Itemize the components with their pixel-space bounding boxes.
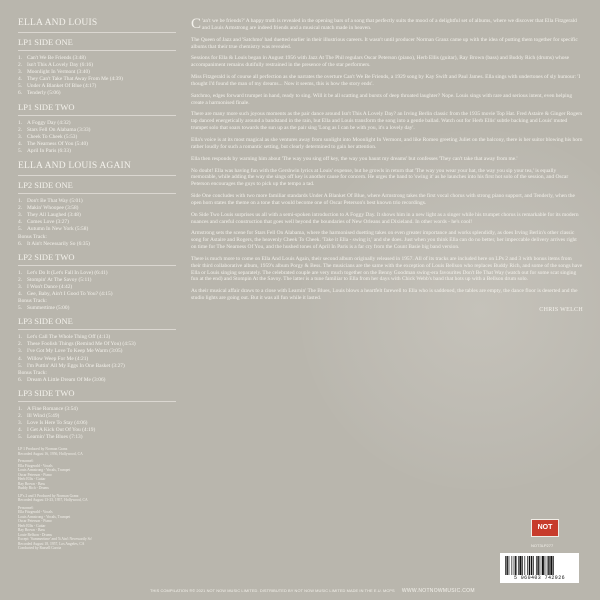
track-title: A Fine Romance (3:54) — [27, 405, 78, 412]
notes-paragraph-text: As their musical affair draws to a close with Learnin' The Blues, Louis blows a heartfelt farewell to Ella who is saddened, the tables are empty, the dance floor is deserted and the studio lights are going out. But it was all fun while it lasted. — [191, 288, 578, 302]
catalog-number: NOT3LP277 — [531, 543, 554, 548]
credits-line: Herb Ellis - Guitar — [18, 477, 46, 482]
credits — [18, 447, 176, 551]
barcode-bar — [527, 556, 528, 575]
divider — [18, 50, 176, 51]
divider — [18, 115, 176, 116]
track-number: 1. — [18, 269, 23, 276]
barcode-bar — [533, 556, 534, 575]
credits-line: Recorded August 16, 1956, Hollywood, CA — [18, 451, 83, 456]
track-number: 6. — [18, 90, 23, 97]
track-title: Stars Fell On Alabama (3:33) — [27, 126, 91, 133]
notes-paragraph — [191, 193, 583, 207]
track-row — [18, 434, 176, 441]
track-number: 1. — [18, 334, 23, 341]
track-number: 5. — [18, 434, 23, 441]
footer-copyright: THIS COMPILATION ℗© 2021 NOT NOW MUSIC LIMITED. DISTRIBUTED BY NOT NOW MUSIC LIMITED MADE IN THE E.U. MCPS — [150, 588, 395, 593]
track-number: 5. — [18, 305, 23, 312]
track-title: Cheek To Cheek (5:53) — [27, 133, 78, 140]
track-number: 1. — [18, 119, 23, 126]
track-title: It Ain't Necessarily So (6:35) — [27, 240, 90, 247]
track-title: Tenderly (5:06) — [27, 90, 61, 97]
notes-paragraph-text: Ella then responds by warning him about 'The way you sing off key, the way you haunt my dreams' but confesses 'They can't take that away from me.' — [191, 155, 518, 162]
track-title: Willow Weep For Me (4:21) — [27, 355, 89, 362]
credits-line: Oscar Peterson - Piano — [18, 472, 52, 477]
credits-line: Personnel: — [18, 459, 34, 464]
notes-paragraph — [191, 230, 583, 251]
notes-paragraph — [191, 55, 583, 69]
barcode-bar — [529, 556, 530, 575]
notes-paragraph-text: Miss Fitzgerald is of course all perfection as she narrates the overture Can't We Be Friends, a 1929 song by Kay Swift and Paul James. Ella sings with undertones of sly humour: 'I thought I'd found the man of my dreams... Now it seems, this is how the story ends'. — [191, 74, 581, 87]
notes-paragraph — [191, 18, 583, 32]
barcode-bar — [553, 556, 554, 575]
barcode-bar — [548, 556, 549, 575]
credits-line: Herb Ellis - Guitar — [18, 523, 46, 528]
track-title: Dream A Little Dream Of Me (3:06) — [27, 376, 106, 383]
notes-paragraph-text: No doubt! Ella was having fun with the Gershwin lyrics at Louis' expense, but he growls in return that 'The way you wear your hat, the way you sip your tea,' is equally memorable, while adding the way she sings off key is another cause for concern. He urges the band to 'swing it' as he launches into his first hot solo of the session, and Oscar Peterson encourages the guys to pick up the tempo a tad. — [191, 167, 569, 188]
credits-line: LP 1 Produced by Norman Granz — [18, 447, 68, 452]
notes-paragraph-text: On Side Two Louis surprises us all with a semi-spoken introduction to A Foggy Day. It shows him in a new light as a singer while his trumpet chorus is remarkable for its modern nuances and careful construction that goes well beyond the boundaries of New Orleans and Dixieland. In other words - he's cool! — [191, 211, 579, 225]
track-number: 6. — [18, 240, 23, 247]
track-number: 4. — [18, 290, 23, 297]
credits-line: Louis Armstrong - Vocals, Trumpet — [18, 514, 71, 519]
credits-line: LP's 2 and 3 Produced by Norman Granz — [18, 493, 79, 498]
author-signature: CHRIS WELCH — [539, 307, 583, 313]
track-number: 4. — [18, 76, 23, 83]
credits-line: Personnel: — [18, 505, 34, 510]
notes-paragraph — [191, 137, 583, 151]
bonus-label: Bonus Track: — [18, 369, 47, 376]
label-logo: NOT — [531, 519, 559, 537]
track-number: 3. — [18, 283, 23, 290]
credits-line: Ray Brown - Bass — [18, 481, 45, 486]
track-row — [18, 284, 176, 291]
track-number: 1. — [18, 405, 23, 412]
footer — [150, 588, 500, 594]
barcode-bar — [509, 556, 510, 575]
track-number: 2. — [18, 62, 23, 69]
notes-paragraph-text: Satchmo, edges forward trumpet in hand, ready to sing. Will it be all scatting and bursts of deep throated laughter? Nope. Louis sings with rare and serious intent, even helping create a harmonised finale. — [191, 92, 573, 106]
track-title: Love Is Here To Stay (4:06) — [27, 420, 88, 427]
divider — [18, 401, 176, 402]
credits-line: Recorded August 13-23, 1957, Hollywood, CA — [18, 498, 88, 503]
track-row — [18, 270, 176, 277]
barcode-bar — [531, 556, 532, 575]
track-number: 2. — [18, 413, 23, 419]
track-row — [18, 120, 176, 127]
footer-url: WWW.NOTNOWMUSIC.COM — [401, 588, 475, 594]
track-row — [18, 277, 176, 284]
track-number: 2. — [18, 341, 23, 348]
notes-paragraph — [191, 256, 583, 283]
notes-paragraph — [191, 212, 583, 226]
track-title: They Can't Take That Away From Me (4:39) — [27, 76, 123, 83]
notes-paragraph-text: Ella's voice is at its most magical as she ventures away from sunlight into Moonlight In Vermont, and like Romeo greeting Juliet on the balcony, there is her suitor blowing his horn rather loudly for such a romantic setting, but clearly determined to gain her attention. — [191, 136, 583, 150]
divider — [18, 265, 176, 266]
notes-paragraph-text: 'an't we be friends?' A happy truth is revealed in the opening bars of a song that perfectly suits the mood of a delightful set of albums, where we discover that Ella Fitzgerald and Louis Armstrong are indeed friends and a musical match made in heaven. — [202, 18, 577, 31]
notes-paragraph-text: There are many more such joyous moments as the pair dance around Isn't This A Lovely Day? an Irving Berlin classic from the 1935 movie Top Hat. Fred Astaire & Ginger Rogers tap danced energetically around a bandstand in the rain, but Ella and Louis transform the song into a gentle ballad. Watch out for Herb Ellis' subtle backing and Louis' muted trumpet solo that soars towards the sun up as the pair sing 'Long as I can be with you, it's a lovely day'. — [191, 111, 583, 132]
track-row — [18, 363, 176, 370]
track-row — [18, 348, 176, 355]
track-row — [18, 141, 176, 148]
track-title: These Foolish Things (Remind Me Of You) (4:53) — [27, 341, 136, 348]
drop-cap: C — [191, 16, 202, 32]
track-row — [18, 356, 176, 363]
track-title: I've Got My Love To Keep Me Warm (3:05) — [27, 348, 123, 355]
bonus-label: Bonus Track: — [18, 298, 47, 305]
track-number: 4. — [18, 140, 23, 147]
divider — [18, 193, 176, 194]
barcode-bar — [515, 556, 516, 575]
side-title: LP1 SIDE TWO — [18, 101, 75, 112]
divider — [18, 32, 176, 33]
barcode-bar — [511, 556, 512, 575]
bonus-label: Bonus Track: — [18, 233, 47, 240]
track-title: I'm Puttin' All My Eggs In One Basket (3:27) — [27, 362, 125, 369]
track-title: They All Laughed (3:48) — [27, 212, 81, 219]
notes-paragraph — [191, 168, 583, 189]
track-title: Comes Love (3:27) — [27, 219, 69, 226]
barcode-bar — [506, 556, 507, 575]
tracklist-panel — [18, 18, 176, 578]
barcode-bar — [536, 556, 537, 575]
track-row — [18, 148, 176, 155]
track-number: 5. — [18, 226, 23, 233]
track-row — [18, 406, 176, 413]
track-number: 3. — [18, 69, 23, 76]
track-number: 3. — [18, 420, 23, 427]
track-number: 1. — [18, 55, 23, 61]
notes-paragraph-text: Sessions for Ella & Louis began in August 1956 with Jazz At The Phil regulars Oscar Peterson (piano), Herb Ellis (guitar), Ray Brown (bass) and Buddy Rich (drums) whose accompaniment remains dutifully restrained in the presence of the star performers. — [191, 55, 570, 69]
notes-paragraph-text: Side One concludes with two more familiar standards Under A Blanket Of Blue, where Armstrong takes the first vocal chorus with strong piano support, and Tenderly, when the open horn states the theme on a tone that would become one of Oscar Peterson's best known trio recordings. — [191, 193, 575, 206]
album-title: ELLA AND LOUIS AGAIN — [18, 161, 131, 172]
track-title: The Nearness Of You (5:40) — [27, 140, 88, 147]
credits-line: Ella Fitzgerald - Vocals — [18, 510, 53, 515]
notes-paragraph — [191, 288, 583, 302]
side-title: LP1 SIDE ONE — [18, 37, 73, 47]
barcode-number: 5 060403 742926 — [513, 575, 565, 581]
credits-line: Except: 'Summertime' and 'It Ain't Necessarily So' — [18, 537, 93, 542]
track-title: Makin' Whoopee (3:58) — [27, 205, 79, 212]
credits-line: Louie Bellson - Drums — [18, 532, 52, 537]
track-title: April In Paris (6:33) — [27, 147, 71, 154]
track-title: Summertime (5:00) — [27, 305, 70, 312]
barcode-bar — [514, 556, 515, 575]
track-row — [18, 305, 176, 312]
barcode — [500, 553, 579, 583]
album-title: ELLA AND LOUIS — [18, 18, 98, 28]
track-row — [18, 90, 176, 97]
barcode-bar — [550, 556, 552, 575]
notes-paragraph — [191, 37, 583, 51]
track-title: Moonlight In Vermont (3:40) — [27, 69, 90, 76]
track-title: Ill Wind (5:49) — [27, 413, 60, 419]
track-number: 2. — [18, 276, 23, 283]
track-title: Let's Call The Whole Thing Off (4:13) — [27, 334, 111, 341]
track-number: 1. — [18, 198, 23, 205]
credits-line: Ray Brown - Bass — [18, 528, 45, 533]
side-title: LP3 SIDE ONE — [18, 316, 73, 327]
track-number: 2. — [18, 126, 23, 133]
track-title: I Won't Dance (4:42) — [27, 283, 73, 290]
notes-body — [191, 18, 583, 302]
side-title: LP2 SIDE TWO — [18, 251, 75, 262]
track-number: 3. — [18, 212, 23, 219]
credits-line: Louis Armstrong - Vocals, Trumpet — [18, 468, 71, 473]
barcode-bar — [547, 556, 548, 575]
track-title: Can't We Be Friends (3:48) — [27, 55, 86, 61]
credits-line: Recorded August 18, 1957, Los Angeles, CA — [18, 541, 85, 546]
side-title: LP2 SIDE ONE — [18, 180, 73, 191]
barcode-bar — [537, 556, 538, 575]
credits-line: Oscar Peterson - Piano — [18, 519, 52, 524]
credits-line: Ella Fitzgerald - Vocals — [18, 463, 53, 468]
track-title: Learnin' The Blues (7:13) — [27, 434, 83, 441]
notes-paragraph — [191, 156, 583, 163]
track-number: 5. — [18, 147, 23, 154]
track-number: 3. — [18, 348, 23, 355]
track-number: 6. — [18, 376, 23, 383]
liner-notes — [191, 18, 583, 578]
album2-sides — [18, 180, 176, 441]
barcode-bar — [542, 556, 544, 575]
track-row — [18, 291, 176, 298]
side-title: LP3 SIDE TWO — [18, 387, 75, 398]
notes-paragraph-text: The Queen of Jazz and 'Satchmo' had duetted earlier in their illustrious careers. It wasn't until producer Norman Granz came up with the idea of putting them together for specific albums that their true chemistry was revealed. — [191, 36, 578, 50]
track-number: 3. — [18, 133, 23, 140]
barcode-bar — [519, 556, 521, 575]
credits-line: Conducted by Russell Garcia — [18, 546, 62, 551]
track-row — [18, 241, 176, 248]
track-title: Stompin' At The Savoy (5:11) — [27, 276, 92, 283]
track-number: 4. — [18, 355, 23, 362]
barcode-bar — [524, 556, 525, 575]
track-title: Gee, Baby, Ain't I Good To You? (4:15) — [27, 290, 113, 297]
album1-sides — [18, 37, 176, 155]
track-number: 5. — [18, 362, 23, 369]
divider — [18, 175, 176, 176]
track-number: 4. — [18, 219, 23, 226]
divider — [18, 329, 176, 330]
barcode-bar — [540, 556, 541, 575]
track-row — [18, 127, 176, 134]
barcode-bar — [518, 556, 519, 575]
notes-paragraph-text: Armstrong sets the scene for Stars Fell On Alabama, where the harmonised duetting takes on even greater importance and works splendidly, as does Irving Berlin's other classic song for Astaire and Rogers, the heavenly Cheek To Cheek. 'Take it Ella - swing it,' and she does. Just when you think Ella can do no better, her impeccable delivery arrives right on time for The Nearness Of You, and the hushed tones of April In Paris is a far cry from the Count Basie big band version. — [191, 230, 577, 251]
credits-line: Buddy Rich - Drums — [18, 486, 49, 491]
track-title: Don't Be That Way (5:01) — [27, 198, 83, 205]
notes-paragraph — [191, 111, 583, 132]
track-row — [18, 226, 176, 233]
track-title: Isn't This A Lovely Day (6:16) — [27, 62, 94, 69]
barcode-bar — [522, 556, 523, 575]
track-title: Under A Blanket Of Blue (4:17) — [27, 83, 97, 90]
track-title: A Foggy Day (4:32) — [27, 119, 71, 126]
barcode-bars — [505, 556, 574, 575]
track-title: Autumn In New York (5:58) — [27, 226, 89, 233]
track-number: 2. — [18, 205, 23, 212]
barcode-bar — [505, 556, 506, 575]
track-number: 5. — [18, 83, 23, 90]
track-title: I Get A Kick Out Of You (4:19) — [27, 427, 96, 434]
notes-paragraph-text: There is much more to come on Ella And Louis Again, their second album originally released in 1957. All of its tracks are included here on LPs 2 and 3 with bonus items from their third collaborative album, 1959's album Porgy & Bess. The musicians are the same with the exception of Louis Bellson who replaces Buddy Rich, and some of the songs have Ella or Louis singing separately. The celebrated couple are very much together on the Benny Goodman swing-era favourites Don't Be That Way (watch out for some scat singing fun at the end) and Stompin At the Savoy. The latter is a tune familiar to Ella from her days with Chick Webb's band that hots up with a Bellson drum solo. — [191, 255, 583, 283]
notes-paragraph — [191, 74, 583, 88]
track-title: Let's Do It (Let's Fall In Love) (6:41) — [27, 269, 108, 276]
track-number: 4. — [18, 427, 23, 434]
track-row — [18, 134, 176, 141]
notes-paragraph — [191, 93, 583, 107]
track-row — [18, 377, 176, 384]
barcode-bar — [545, 556, 546, 575]
